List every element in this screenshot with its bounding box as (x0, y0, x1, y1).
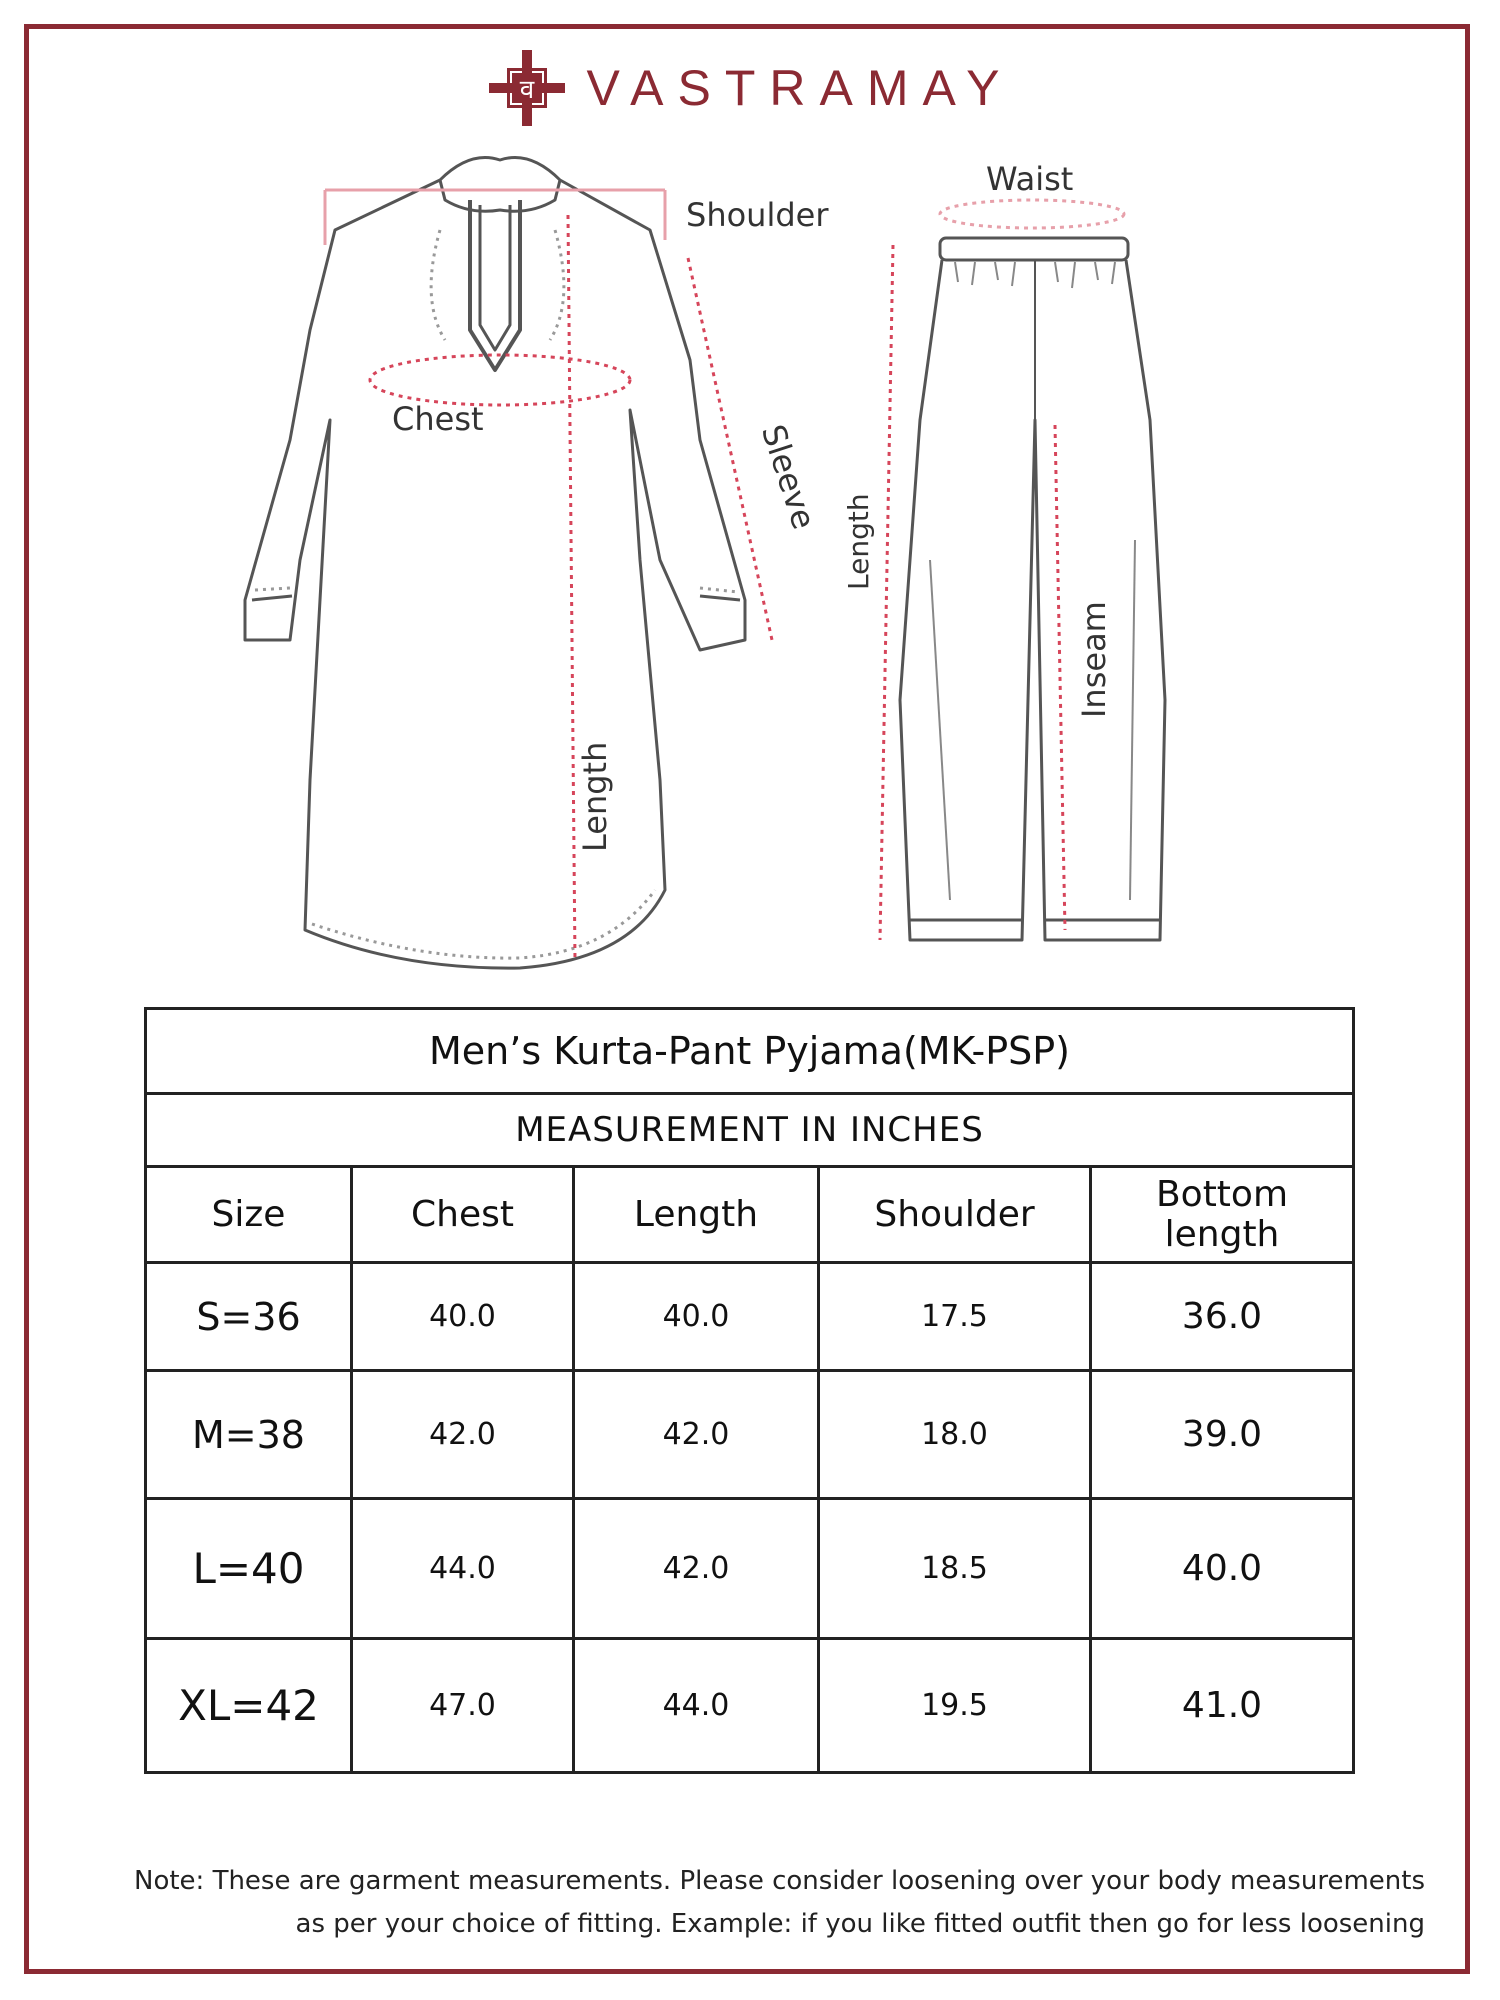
sleeve-label: Sleeve (753, 420, 824, 534)
length-cell: 42.0 (574, 1499, 819, 1639)
length-cell: 44.0 (574, 1639, 819, 1773)
brand-name: VASTRAMAY (586, 60, 1014, 116)
column-header-size: Size (146, 1167, 352, 1263)
pant-length-label: Length (842, 493, 875, 590)
bottom-length-cell: 40.0 (1091, 1499, 1354, 1639)
shoulder-cell: 19.5 (819, 1639, 1091, 1773)
fit-note-line-1: Note: These are garment measurements. Please consider loosening over your body measurements (134, 1866, 1425, 1896)
length-cell: 40.0 (574, 1263, 819, 1371)
table-title: Men’s Kurta-Pant Pyjama(MK-PSP) (146, 1009, 1354, 1094)
table-row (146, 1263, 1354, 1371)
size-cell: XL=42 (146, 1639, 352, 1773)
column-header-chest: Chest (352, 1167, 574, 1263)
bottom-length-cell: 39.0 (1091, 1371, 1354, 1499)
fit-note-line-2: as per your choice of fitting. Example: if you like fitted outfit then go for less loosening (295, 1909, 1425, 1939)
shoulder-cell: 17.5 (819, 1263, 1091, 1371)
shoulder-cell: 18.5 (819, 1499, 1091, 1639)
waist-label: Waist (986, 160, 1074, 198)
length-cell: 42.0 (574, 1371, 819, 1499)
table-row (146, 1639, 1354, 1773)
brand-mark-letter: व (519, 75, 534, 105)
column-header-length: Length (574, 1167, 819, 1263)
column-header-shoulder: Shoulder (819, 1167, 1091, 1263)
table-subtitle: MEASUREMENT IN INCHES (146, 1094, 1354, 1167)
kurta-length-label: Length (576, 741, 614, 852)
shoulder-label: Shoulder (686, 196, 829, 234)
chest-label: Chest (392, 400, 484, 438)
chest-cell: 42.0 (352, 1371, 574, 1499)
chest-cell: 40.0 (352, 1263, 574, 1371)
inseam-label: Inseam (1075, 601, 1113, 718)
size-cell: S=36 (146, 1263, 352, 1371)
table-header-row (146, 1167, 1354, 1263)
table-row (146, 1371, 1354, 1499)
bottom-length-cell: 36.0 (1091, 1263, 1354, 1371)
chest-cell: 44.0 (352, 1499, 574, 1639)
size-chart-table (144, 1007, 1355, 1774)
bottom-length-cell: 41.0 (1091, 1639, 1354, 1773)
fit-note (70, 1860, 1425, 1946)
shoulder-cell: 18.0 (819, 1371, 1091, 1499)
size-cell: M=38 (146, 1371, 352, 1499)
size-cell: L=40 (146, 1499, 352, 1639)
chest-cell: 47.0 (352, 1639, 574, 1773)
table-row (146, 1499, 1354, 1639)
column-header-bottom-length: Bottom length (1091, 1167, 1354, 1263)
